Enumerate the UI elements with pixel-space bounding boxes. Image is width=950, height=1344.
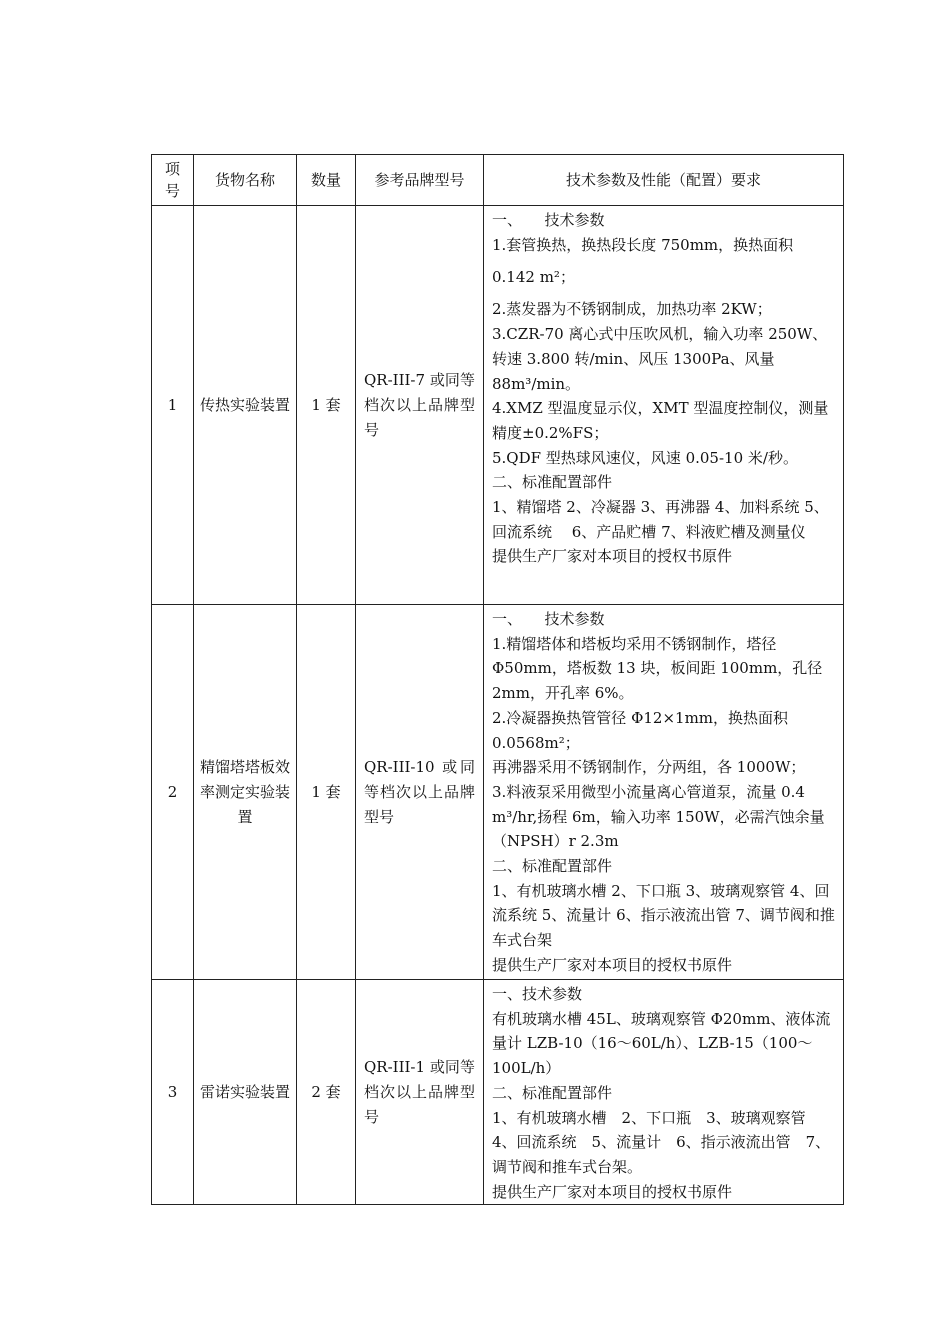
row-number: 2 — [152, 605, 194, 980]
tech-line: 二、标准配置部件 — [492, 857, 613, 876]
goods-name: 精馏塔塔板效率测定实验装置 — [194, 605, 297, 980]
tech-line: 再沸器采用不锈钢制作，分两组，各 1000W； — [492, 758, 806, 777]
table-row — [152, 206, 844, 605]
header-reference-brand: 参考品牌型号 — [356, 155, 484, 206]
tech-line: 1、有机玻璃水槽 2、下口瓶 3、玻璃观察管 4、回流系统 5、流量计 6、指示液流出管 7、调节阀和推车式台架 — [492, 881, 835, 950]
row-number: 1 — [152, 206, 194, 605]
quantity: 1 套 — [297, 206, 356, 605]
tech-line: 一、 技术参数 — [492, 610, 605, 628]
tech-line: 提供生产厂家对本项目的授权书原件 — [492, 955, 733, 974]
tech-line: 2.冷凝器换热管管径 Φ12×1mm，换热面积 0.0568m²； — [492, 708, 789, 752]
header-tech-requirements: 技术参数及性能（配置）要求 — [484, 155, 844, 206]
tech-line: 5.QDF 型热球风速仪，风速 0.05-10 米/秒。 — [492, 448, 798, 467]
table-row — [152, 605, 844, 980]
goods-name: 雷诺实验装置 — [194, 980, 297, 1205]
goods-name: 传热实验装置 — [194, 206, 297, 605]
reference-brand: QR-III-7 或同等档次以上品牌型号 — [356, 206, 484, 605]
tech-line: 一、 技术参数 — [492, 211, 605, 229]
table-row — [152, 980, 844, 1205]
tech-requirements — [484, 206, 844, 605]
tech-line: 1、有机玻璃水槽 2、下口瓶 3、玻璃观察管 4、回流系统 5、流量计 6、指示液流出管 7、调节阀和推车式台架。 — [492, 1108, 831, 1176]
tech-line: 3.料液泵采用微型小流量离心管道泵，流量 0.4 m³/hr,扬程 6m，输入功率 150W，必需汽蚀余量（NPSH）r 2.3m — [492, 782, 825, 851]
tech-line: 二、标准配置部件 — [492, 473, 613, 492]
tech-line: 3.CZR-70 离心式中压吹风机，输入功率 250W、转速 3.800 转/min、风压 1300Pa、风量 88m³/min。 — [492, 325, 828, 393]
spec-table — [151, 154, 844, 1205]
tech-line: 0.142 m²； — [492, 268, 575, 287]
tech-requirements — [484, 980, 844, 1205]
row-number: 3 — [152, 980, 194, 1205]
quantity: 1 套 — [297, 605, 356, 980]
tech-line: 4.XMZ 型温度显示仪，XMT 型温度控制仪，测量精度±0.2%FS； — [492, 399, 829, 442]
quantity: 2 套 — [297, 980, 356, 1205]
tech-line: 二、标准配置部件 — [492, 1083, 613, 1102]
header-item-no: 项号 — [152, 155, 194, 206]
reference-brand: QR-III-1 或同等档次以上品牌型号 — [356, 980, 484, 1205]
reference-brand: QR-III-10 或同等档次以上品牌型号 — [356, 605, 484, 980]
tech-line: 1、精馏塔 2、冷凝器 3、再沸器 4、加料系统 5、回流系统 6、产品贮槽 7、料液贮槽及测量仪 — [492, 498, 829, 541]
tech-line: 提供生产厂家对本项目的授权书原件 — [492, 1182, 733, 1201]
tech-line: 1.精馏塔体和塔板均采用不锈钢制作，塔径Φ50mm，塔板数 13 块，板间距 100mm，孔径 2mm，开孔率 6%。 — [492, 634, 823, 703]
tech-line: 一、技术参数 — [492, 985, 583, 1003]
tech-line: 2.蒸发器为不锈钢制成，加热功率 2KW； — [492, 300, 772, 319]
tech-line: 提供生产厂家对本项目的授权书原件 — [492, 547, 733, 566]
tech-requirements — [484, 605, 844, 980]
tech-line: 1.套管换热，换热段长度 750mm，换热面积 — [492, 235, 794, 254]
header-goods-name: 货物名称 — [194, 155, 297, 206]
tech-line: 有机玻璃水槽 45L、玻璃观察管 Φ20mm、液体流量计 LZB-10（16～60L/h）、LZB-15（100～100L/h） — [492, 1009, 831, 1078]
header-quantity: 数量 — [297, 155, 356, 206]
header-row — [152, 155, 844, 206]
